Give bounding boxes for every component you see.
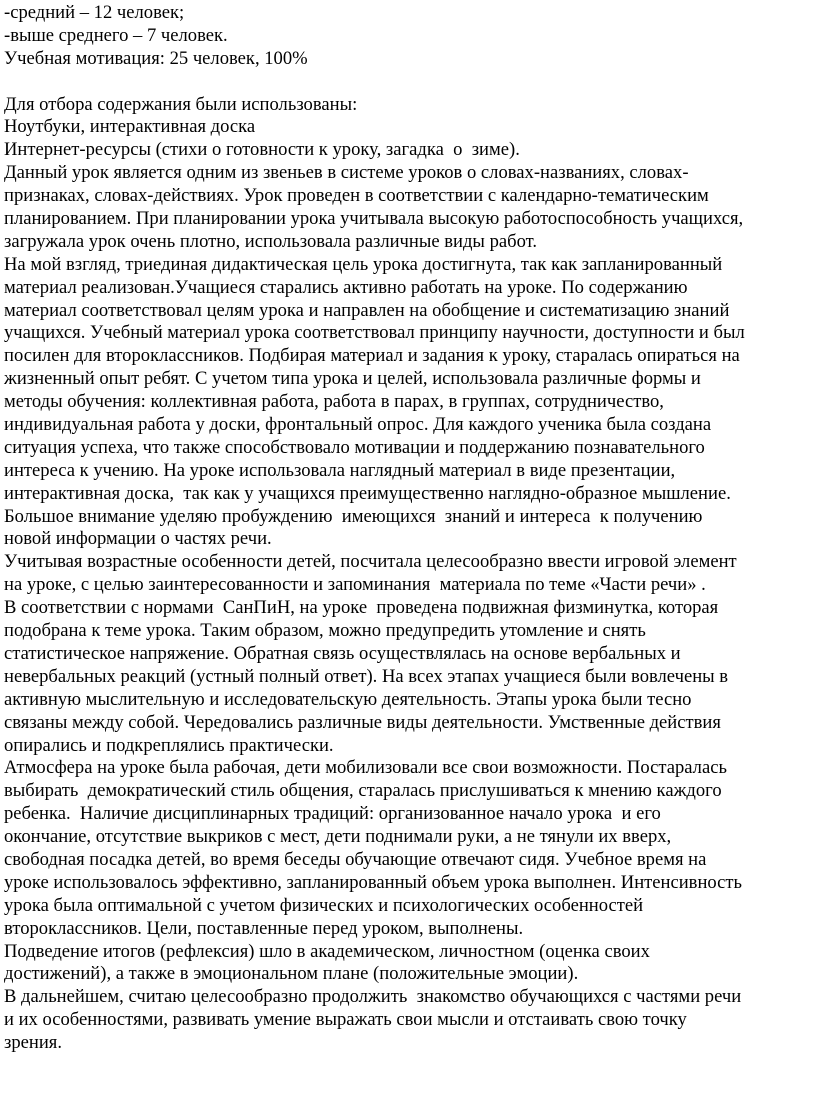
text-line: статистическое напряжение. Обратная связь осуществлялась на основе вербальных и	[4, 642, 681, 664]
text-line: подобрана к теме урока. Таким образом, можно предупредить утомление и снять	[4, 620, 646, 642]
text-line: второклассников. Цели, поставленные перед уроком, выполнены.	[4, 917, 524, 939]
text-line: уроке использовалось эффективно, запланированный объем урока выполнен. Интенсивность	[4, 871, 743, 893]
text-line: ситуация успеха, что также способствовало мотивации и поддержанию познавательного	[4, 436, 705, 458]
text-line: индивидуальная работа у доски, фронтальный опрос. Для каждого ученика была создана	[4, 414, 712, 436]
text-line: новой информации о частях речи.	[4, 528, 272, 550]
text-line: на уроке, с целью заинтересованности и запоминания материала по теме «Части речи» .	[4, 574, 706, 596]
text-line: Интернет-ресурсы (стихи о готовности к уроку, загадка о зиме).	[4, 139, 520, 161]
text-line: Для отбора содержания были использованы:	[4, 93, 358, 115]
text-line: загружала урок очень плотно, использовала различные виды работ.	[4, 230, 538, 252]
text-line: планированием. При планировании урока учитывала высокую работоспособность учащихся,	[4, 208, 744, 230]
text-line: Данный урок является одним из звеньев в системе уроков о словах-названиях, словах-	[4, 162, 689, 184]
text-line: интерактивная доска, так как у учащихся преимущественно наглядно-образное мышление.	[4, 482, 731, 504]
stats-block	[4, 2, 808, 71]
text-line: Атмосфера на уроке была рабочая, дети мобилизовали все свои возможности. Постаралась	[4, 757, 727, 779]
stat-line-average: -средний – 12 человек;	[4, 2, 185, 23]
text-line: окончание, отсутствие выкриков с мест, дети поднимали руки, а не тянули их вверх,	[4, 826, 672, 848]
text-line: Ноутбуки, интерактивная доска	[4, 116, 256, 138]
text-line: достижений), а также в эмоциональном плане (положительные эмоции).	[4, 963, 579, 985]
text-line: и их особенностями, развивать умение выражать свои мысли и отстаивать свою точку	[4, 1009, 687, 1031]
text-line: посилен для второклассников. Подбирая материал и задания к уроку, старалась опираться на	[4, 345, 740, 367]
text-line: материал реализован.Учащиеся старались активно работать на уроке. По содержанию	[4, 276, 688, 298]
text-line: опирались и подкреплялись практически.	[4, 734, 334, 756]
text-line: признаках, словах-действиях. Урок проведен в соответствии с календарно-тематическим	[4, 185, 709, 207]
text-line: свободная посадка детей, во время беседы обучающие отвечают сидя. Учебное время на	[4, 848, 707, 870]
text-line: урока была оптимальной с учетом физических и психологических особенностей	[4, 894, 644, 916]
paragraph-gap	[4, 71, 808, 94]
text-line: методы обучения: коллективная работа, работа в парах, в группах, сотрудничество,	[4, 391, 664, 413]
text-line: На мой взгляд, триединая дидактическая цель урока достигнута, так как запланированный	[4, 253, 723, 275]
text-line: связаны между собой. Чередовались различные виды деятельности. Умственные действия	[4, 711, 721, 733]
text-line: зрения.	[4, 1032, 62, 1054]
text-line: интереса к учению. На уроке использовала наглядный материал в виде презентации,	[4, 459, 676, 481]
text-line: В дальнейшем, считаю целесообразно продолжить знакомство обучающихся с частями речи	[4, 986, 742, 1008]
text-line: ребенка. Наличие дисциплинарных традиций: организованное начало урока и его	[4, 803, 661, 825]
stat-line-above-average: -выше среднего – 7 человек.	[4, 24, 228, 46]
text-line: материал соответствовал целям урока и направлен на обобщение и систематизацию знаний	[4, 299, 730, 321]
stat-line-motivation: Учебная мотивация: 25 человек, 100%	[4, 47, 308, 69]
text-line: Подведение итогов (рефлексия) шло в академическом, личностном (оценка своих	[4, 940, 650, 962]
text-line: невербальных реакций (устный полный ответ). На всех этапах учащиеся были вовлечены в	[4, 665, 729, 687]
text-line: Учитывая возрастные особенности детей, посчитала целесообразно ввести игровой элемент	[4, 551, 737, 573]
text-line: жизненный опыт ребят. С учетом типа урока и целей, использовала различные формы и	[4, 368, 701, 390]
text-line: активную мыслительную и исследовательскую деятельность. Этапы урока были тесно	[4, 688, 692, 710]
text-line: В соответствии с нормами СанПиН, на уроке проведена подвижная физминутка, которая	[4, 597, 719, 619]
body-text	[4, 94, 808, 1055]
text-line: выбирать демократический стиль общения, старалась прислушиваться к мнению каждого	[4, 780, 722, 802]
text-line: Большое внимание уделяю пробуждению имеющихся знаний и интереса к получению	[4, 505, 703, 527]
text-line: учащихся. Учебный материал урока соответствовал принципу научности, доступности и был	[4, 322, 745, 344]
